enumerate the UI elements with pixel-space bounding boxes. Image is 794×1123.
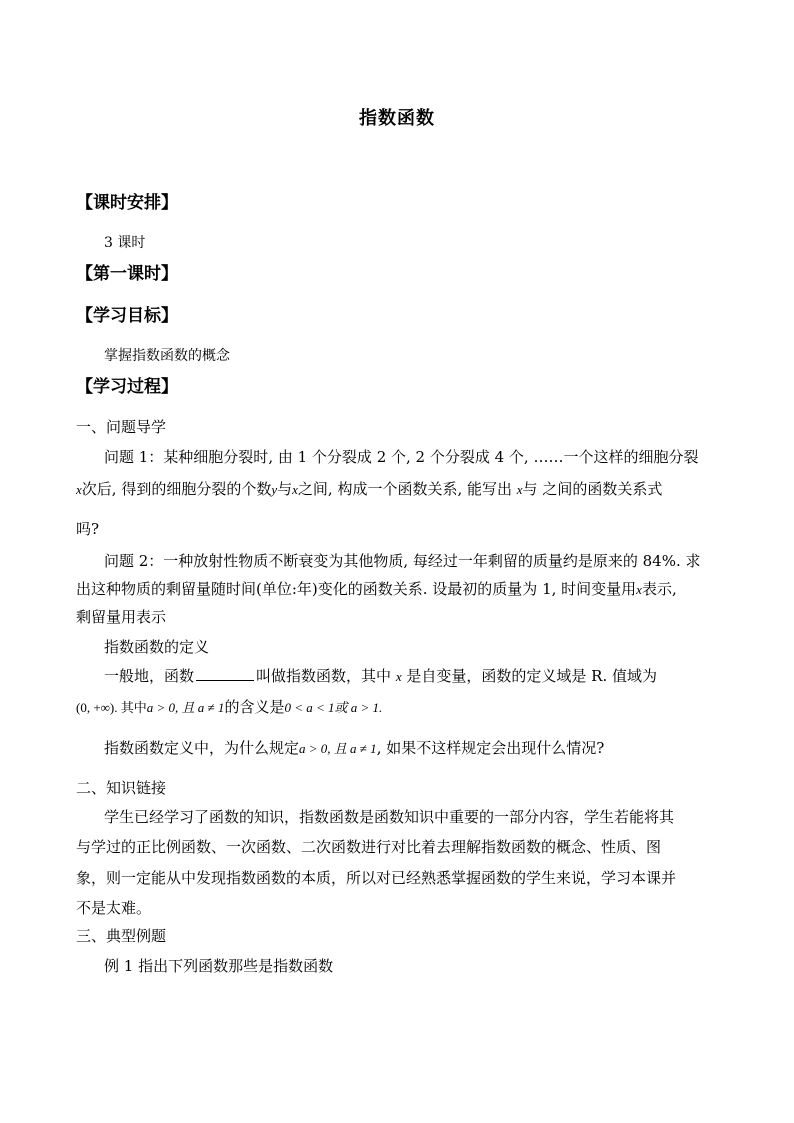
text-segment: , 如果不这样规定会出现什么情况? — [376, 739, 605, 757]
question1-line2 — [76, 478, 726, 501]
knowledge-line2: 与学过的正比例函数、一次函数、二次函数进行对比着去理解指数函数的概念、性质、图 — [76, 838, 662, 856]
process-heading: 【学习过程】 — [76, 377, 178, 397]
goal-text: 掌握指数函数的概念 — [104, 348, 230, 364]
question2-line3: 剩留量用表示 — [76, 608, 167, 626]
var-x: x — [636, 582, 642, 597]
part2-heading: 二、知识链接 — [76, 779, 167, 797]
fill-in-blank — [196, 666, 254, 681]
question1-line1: 问题 1：某种细胞分裂时, 由 1 个分裂成 2 个, 2 个分裂成 4 个, ……一个这样的细胞分裂 — [104, 448, 699, 466]
lesson1-heading: 【第一课时】 — [76, 264, 178, 284]
part1-heading: 一、问题导学 — [76, 418, 167, 436]
meaning-expression: 0 < a < 1或 a > 1. — [284, 700, 383, 715]
condition-expression: a > 0, 且 a ≠ 1 — [146, 700, 225, 715]
text-segment: 出这种物质的剩留量随时间(单位:年)变化的函数关系. 设最初的质量为 1, 时间变量用 — [76, 580, 637, 598]
question2-line1: 问题 2：一种放射性物质不断衰变为其他物质, 每经过一年剩留的质量约是原来的 84%. 求 — [104, 552, 701, 570]
document-title: 指数函数 — [359, 108, 435, 129]
var-y: y — [271, 482, 278, 497]
text-segment: 之间, 构成一个函数关系, 能写出 — [297, 480, 512, 498]
text-segment: 次后, 得到的细胞分裂的个数 — [81, 480, 272, 498]
knowledge-line3: 象，则一定能从中发现指数函数的本质，所以对已经熟悉掌握函数的学生来说，学习本课并 — [76, 869, 677, 887]
text-segment: 的含义是 — [224, 698, 285, 716]
range-expression: (0, +∞). 其中 — [76, 700, 147, 715]
var-x: x — [76, 482, 82, 497]
var-x: x — [516, 482, 523, 497]
var-x: x — [395, 669, 402, 684]
question1-line3: 吗? — [76, 520, 100, 538]
condition-expression: a > 0, 且 a ≠ 1 — [299, 741, 377, 756]
schedule-text: 3 课时 — [104, 235, 146, 251]
definition-line2 — [76, 696, 726, 719]
example1-text: 例 1 指出下列函数那些是指数函数 — [104, 957, 334, 975]
question2-line2 — [76, 578, 726, 601]
goal-heading: 【学习目标】 — [76, 306, 178, 326]
text-segment: 表示, — [641, 580, 677, 598]
text-segment: 指数函数定义中，为什么规定 — [104, 739, 300, 757]
definition-line1 — [104, 665, 754, 688]
text-segment: 一般地，函数 — [104, 667, 195, 685]
knowledge-line1: 学生已经学习了函数的知识，指数函数是函数知识中重要的一部分内容，学生若能将其 — [104, 808, 675, 826]
knowledge-line4: 不是太难。 — [76, 899, 152, 917]
definition-title: 指数函数的定义 — [104, 638, 210, 656]
schedule-heading: 【课时安排】 — [76, 193, 178, 213]
part3-heading: 三、典型例题 — [76, 927, 167, 945]
question3-line — [104, 737, 754, 760]
text-segment: 是自变量，函数的定义域是 R. 值域为 — [406, 667, 657, 685]
text-segment: 与 — [277, 480, 293, 498]
text-segment: 与 之间的函数关系式 — [522, 480, 663, 498]
var-x: x — [292, 482, 298, 497]
text-segment: 叫做指数函数，其中 — [256, 667, 392, 685]
